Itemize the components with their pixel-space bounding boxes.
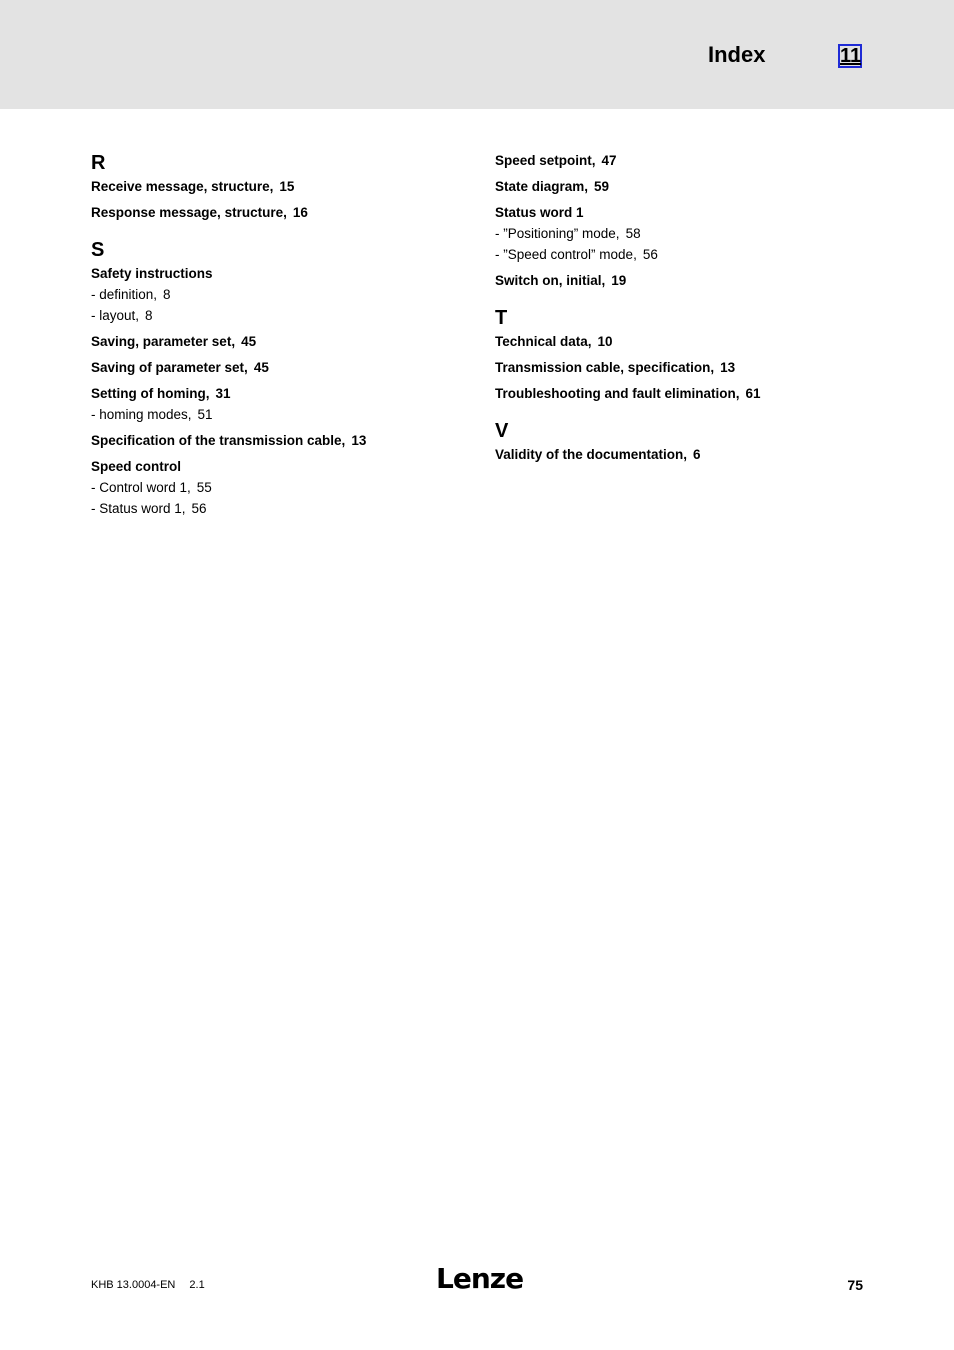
index-term[interactable]: [495, 150, 875, 171]
page-reference[interactable]: 13: [720, 360, 736, 375]
index-subentry[interactable]: [91, 477, 471, 498]
term-text: Troubleshooting and fault elimination,: [495, 386, 740, 401]
footer-document-info: [91, 1278, 205, 1292]
lenze-logo: Lenze: [436, 1262, 524, 1295]
index-term[interactable]: [91, 176, 471, 197]
index-subentry[interactable]: [91, 498, 471, 519]
index-subentry[interactable]: [495, 244, 875, 265]
index-term[interactable]: [91, 202, 471, 223]
term-text: State diagram,: [495, 179, 589, 194]
page-reference[interactable]: 45: [253, 360, 269, 375]
page-header: [0, 0, 954, 109]
page-reference[interactable]: 56: [191, 501, 207, 516]
page-number: 75: [847, 1277, 863, 1293]
index-entry: [91, 176, 471, 197]
term-text: Validity of the documentation,: [495, 447, 688, 462]
term-text: Specification of the transmission cable,: [91, 433, 346, 448]
subentry-text: - ”Speed control” mode,: [495, 247, 637, 262]
index-entry: [495, 176, 875, 197]
term-text: Receive message, structure,: [91, 179, 274, 194]
page-reference[interactable]: 19: [611, 273, 627, 288]
section-letter: T: [495, 307, 508, 329]
term-text: Transmission cable, specification,: [495, 360, 715, 375]
document-id: KHB 13.0004-EN: [91, 1279, 176, 1291]
page-reference[interactable]: 31: [215, 386, 231, 401]
index-entry: [91, 263, 471, 326]
index-column-left: [91, 150, 471, 533]
index-term[interactable]: [495, 270, 875, 291]
page-reference[interactable]: 55: [196, 480, 212, 495]
index-entry: [91, 331, 471, 352]
page-reference[interactable]: 45: [241, 334, 257, 349]
page-reference[interactable]: 61: [745, 386, 761, 401]
subentry-text: - homing modes,: [91, 407, 192, 422]
term-text: Response message, structure,: [91, 205, 287, 220]
index-entry: [91, 383, 471, 425]
index-term[interactable]: [495, 444, 875, 465]
index-term[interactable]: [91, 383, 471, 404]
subentry-text: - Control word 1,: [91, 480, 191, 495]
index-term[interactable]: [91, 263, 471, 284]
index-entry: [91, 357, 471, 378]
term-text: Status word 1: [495, 205, 584, 220]
index-section: [495, 418, 875, 465]
index-term[interactable]: [495, 202, 875, 223]
page-reference[interactable]: 10: [597, 334, 613, 349]
term-text: Technical data,: [495, 334, 592, 349]
page-reference[interactable]: 51: [197, 407, 213, 422]
index-section: [495, 150, 875, 291]
index-section: [495, 305, 875, 404]
index-term[interactable]: [91, 331, 471, 352]
page-reference[interactable]: 16: [292, 205, 308, 220]
index-column-right: [495, 150, 875, 479]
index-term[interactable]: [91, 357, 471, 378]
term-text: Switch on, initial,: [495, 273, 606, 288]
page-reference[interactable]: 6: [693, 447, 701, 462]
page-reference[interactable]: 8: [163, 287, 171, 302]
index-entry: [495, 270, 875, 291]
page-title: Index: [708, 42, 766, 67]
index-entry: [91, 430, 471, 451]
index-term[interactable]: [495, 383, 875, 404]
index-entry: [495, 444, 875, 465]
index-entry: [91, 456, 471, 519]
index-term[interactable]: [495, 357, 875, 378]
section-letter: S: [91, 239, 105, 261]
subentry-text: - layout,: [91, 308, 140, 323]
page-reference[interactable]: 8: [145, 308, 153, 323]
index-term[interactable]: [495, 331, 875, 352]
index-entry: [91, 202, 471, 223]
index-section: [91, 237, 471, 519]
index-subentry[interactable]: [495, 223, 875, 244]
page-reference[interactable]: 15: [279, 179, 295, 194]
subentry-text: - definition,: [91, 287, 158, 302]
term-text: Speed control: [91, 459, 182, 474]
index-entry: [495, 150, 875, 171]
index-subentry[interactable]: [91, 305, 471, 326]
section-letter: R: [91, 152, 106, 174]
term-text: Saving, parameter set,: [91, 334, 236, 349]
page-reference[interactable]: 13: [351, 433, 367, 448]
page-reference[interactable]: 59: [594, 179, 610, 194]
index-subentry[interactable]: [91, 284, 471, 305]
page-reference[interactable]: 47: [601, 153, 617, 168]
index-entry: [495, 383, 875, 404]
index-subentry[interactable]: [91, 404, 471, 425]
chapter-number-link[interactable]: 11: [840, 45, 862, 67]
document-version: 2.1: [189, 1279, 205, 1291]
index-section: [91, 150, 471, 223]
index-term[interactable]: [495, 176, 875, 197]
term-text: Saving of parameter set,: [91, 360, 248, 375]
index-entry: [495, 331, 875, 352]
index-entry: [495, 202, 875, 265]
page-reference[interactable]: 58: [625, 226, 641, 241]
page-reference[interactable]: 56: [642, 247, 658, 262]
index-term[interactable]: [91, 456, 471, 477]
term-text: Speed setpoint,: [495, 153, 596, 168]
subentry-text: - Status word 1,: [91, 501, 186, 516]
term-text: Setting of homing,: [91, 386, 210, 401]
index-term[interactable]: [91, 430, 471, 451]
subentry-text: - ”Positioning” mode,: [495, 226, 620, 241]
section-letter: V: [495, 420, 509, 442]
index-entry: [495, 357, 875, 378]
term-text: Safety instructions: [91, 266, 213, 281]
